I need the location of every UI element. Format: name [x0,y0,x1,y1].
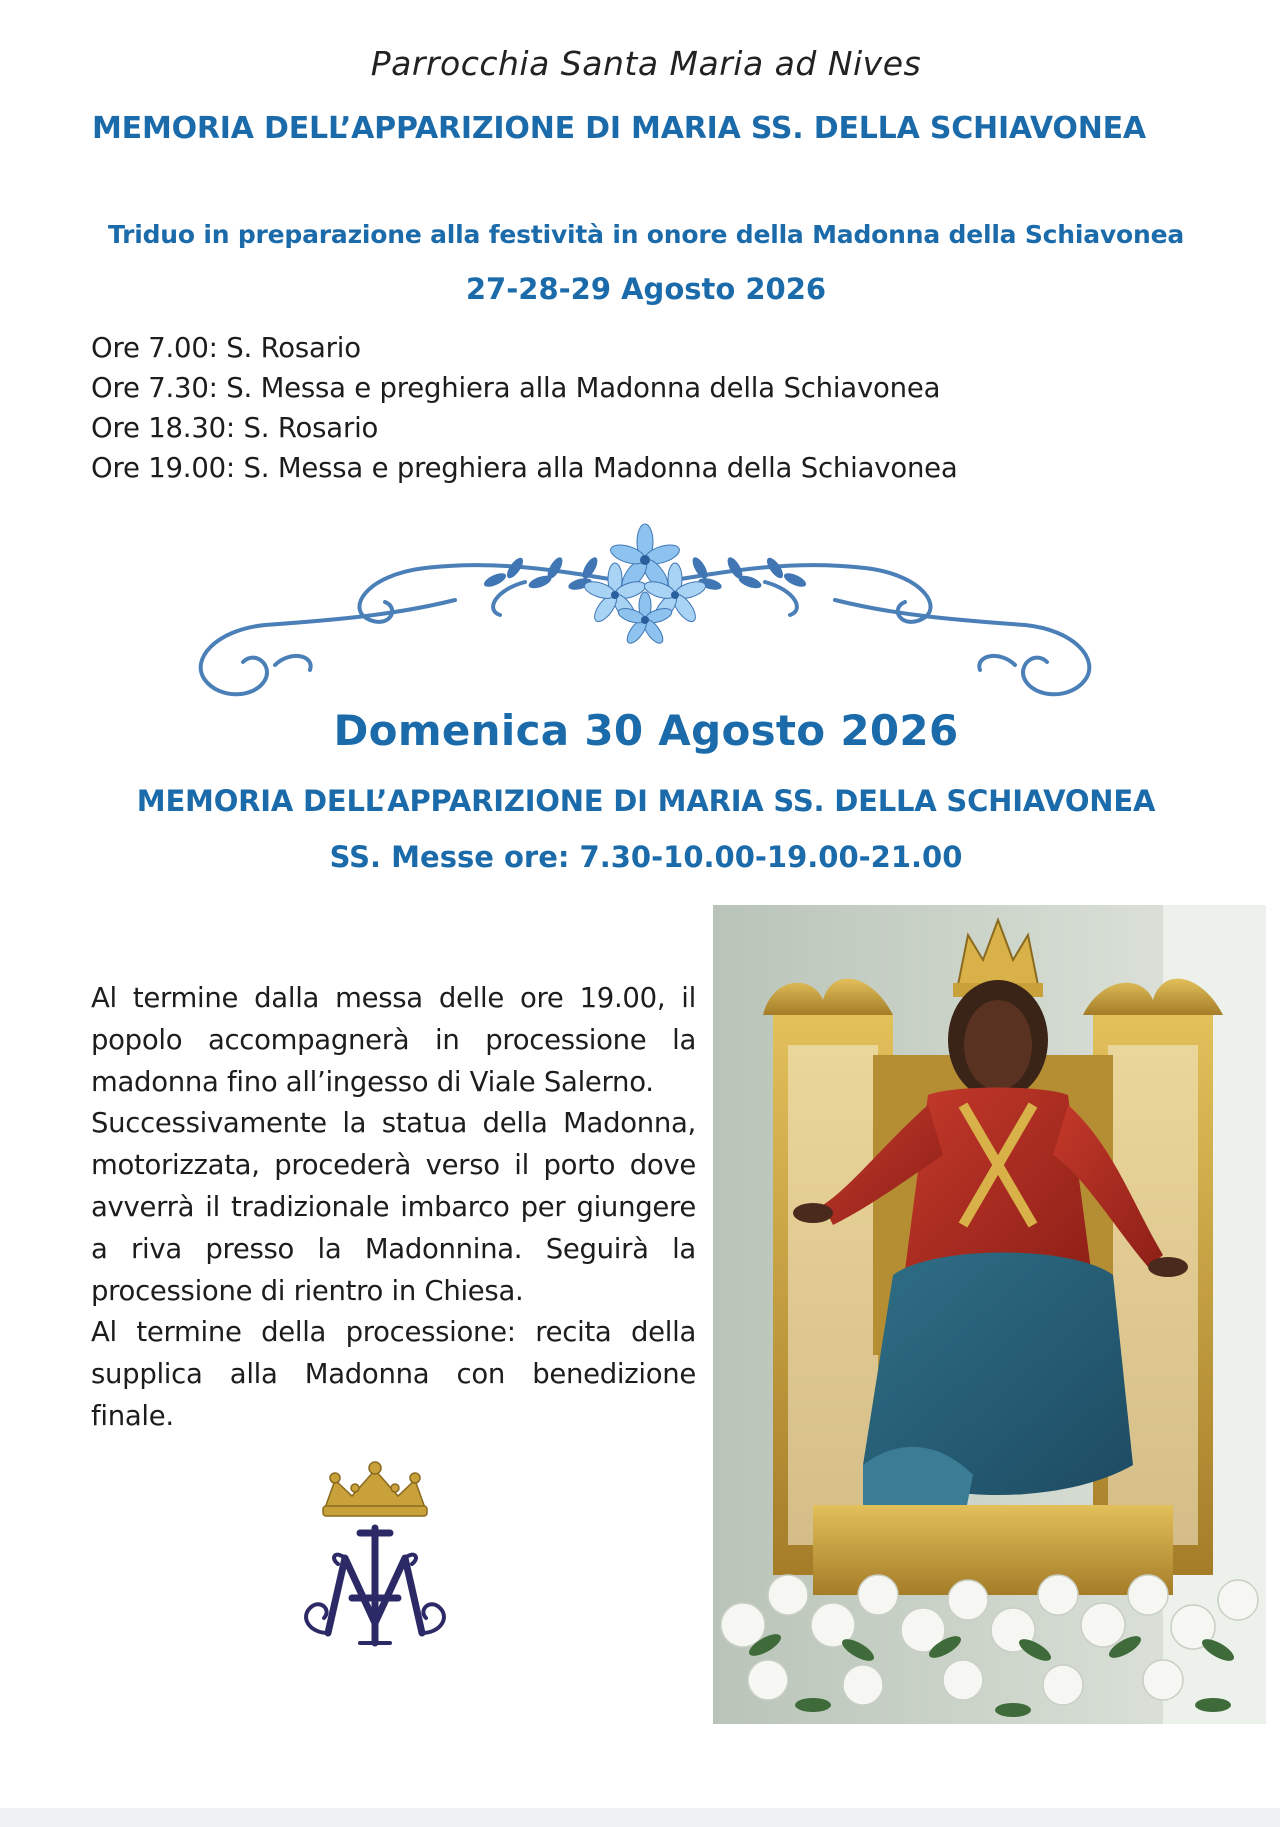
schedule-item: Ore 18.30: S. Rosario [91,412,379,444]
bottom-edge [0,1808,1280,1827]
marian-monogram-icon [290,1458,460,1658]
triduo-heading: Triduo in preparazione alla festività in onore della Madonna della Schiavonea [107,220,1185,249]
schedule-item: Ore 7.30: S. Messa e preghiera alla Madonna della Schiavonea [91,372,941,404]
madonna-statue-image [713,905,1266,1724]
parish-name: Parrocchia Santa Maria ad Nives [370,44,922,83]
triduo-schedule [91,328,958,488]
description-paragraph: Al termine della processione: recita della supplica alla Madonna con benedizione finale. [91,1316,696,1432]
description-paragraph: Al termine dalla messa delle ore 19.00, il popolo accompagnerà in processione la madonna fino all’ingesso di Viale Salerno. [91,982,696,1098]
memorial-title: MEMORIA DELL’APPARIZIONE DI MARIA SS. DELLA SCHIAVONEA [92,111,1146,146]
floral-divider-icon [195,520,1095,710]
triduo-dates: 27-28-29 Agosto 2026 [465,272,827,306]
sunday-memorial-title: MEMORIA DELL’APPARIZIONE DI MARIA SS. DELLA SCHIAVONEA [136,784,1156,818]
mass-times: SS. Messe ore: 7.30-10.00-19.00-21.00 [329,840,963,874]
procession-description [91,978,696,1438]
schedule-item: Ore 19.00: S. Messa e preghiera alla Madonna della Schiavonea [91,452,958,484]
description-paragraph: Successivamente la statua della Madonna, motorizzata, procederà verso il porto dove avverrà il tradizionale imbarco per giungere a riva presso la Madonnina. Seguirà la processione di rientro in Chiesa. [91,1107,696,1307]
schedule-item: Ore 7.00: S. Rosario [91,332,361,364]
sunday-date: Domenica 30 Agosto 2026 [333,706,959,755]
